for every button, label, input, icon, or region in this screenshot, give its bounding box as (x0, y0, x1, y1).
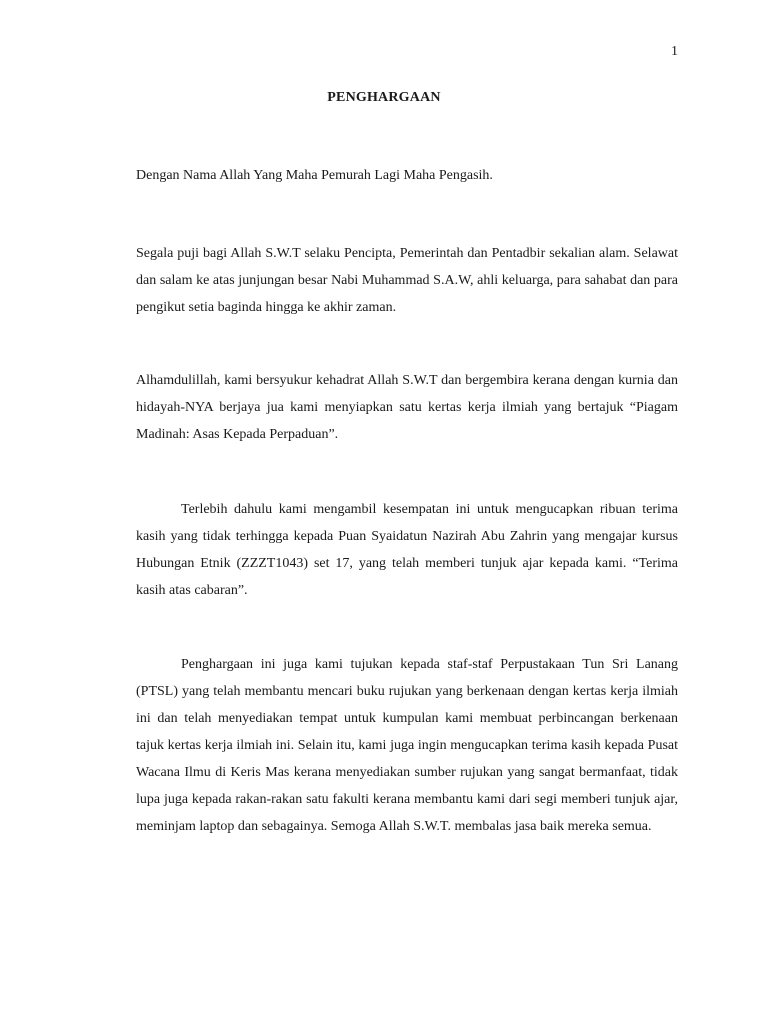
paragraph-praise: Segala puji bagi Allah S.W.T selaku Pencipta, Pemerintah dan Pentadbir sekalian alam. Selawat dan salam ke atas junjungan besar Nabi Muhammad S.A.W, ahli keluarga, para sahabat dan para pengikut setia baginda hingga ke akhir zaman. (136, 246, 678, 315)
paragraph-gratitude: Alhamdulillah, kami bersyukur kehadrat Allah S.W.T dan bergembira kerana dengan kurnia dan hidayah-NYA berjaya jua kami menyiapkan satu kertas kerja ilmiah yang bertajuk “Piagam Madinah: Asas Kepada Perpaduan”. (136, 373, 678, 442)
paragraph-lecturer-thanks: Terlebih dahulu kami mengambil kesempatan ini untuk mengucapkan ribuan terima kasih yang tidak terhingga kepada Puan Syaidatun Nazirah Abu Zahrin yang mengajar kursus Hubungan Etnik (ZZZT1043) set 17, yang telah memberi tunjuk ajar kepada kami. “Terima kasih atas cabaran”. (136, 502, 678, 598)
opening-line: Dengan Nama Allah Yang Maha Pemurah Lagi Maha Pengasih. (136, 168, 493, 183)
paragraph-library-thanks: Penghargaan ini juga kami tujukan kepada staf-staf Perpustakaan Tun Sri Lanang (PTSL) yang telah membantu mencari buku rujukan yang berkenaan dengan kertas kerja ilmiah ini dan telah menyediakan tempat untuk kumpulan kami membuat perbincangan berkenaan tajuk kertas kerja ilmiah ini. Selain itu, kami juga ingin mengucapkan terima kasih kepada Pusat Wacana Ilmu di Keris Mas kerana menyediakan sumber rujukan yang sangat bermanfaat, tidak lupa juga kepada rakan-rakan satu fakulti kerana membantu kami dari segi memberi tunjuk ajar, meminjam laptop dan sebagainya. Semoga Allah S.W.T. membalas jasa baik mereka semua. (136, 657, 678, 834)
page-title: PENGHARGAAN (327, 90, 441, 105)
page-number: 1 (671, 44, 678, 59)
